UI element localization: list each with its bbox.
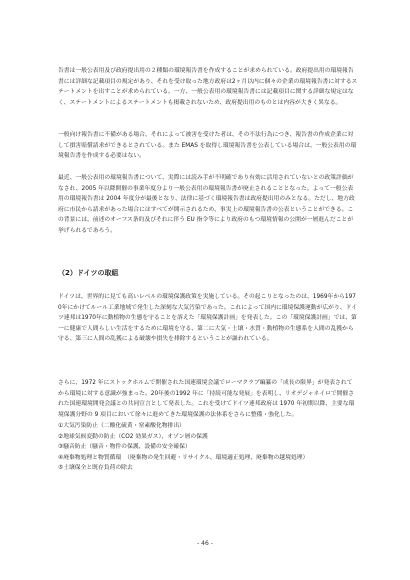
- paragraph-3: 最近、一般公表用の環境報告書について、実際には読み手が不明確であり有効に活用されていないとの政策評価がなされ、2005 年以降開催の事業年度分より一般公表用の環境報告書が廃止されることとなった。よって一般公表用の環境報告書は 2004 年度分が最後となり、法律に基づく環境報告書は政府提出用のみとなる。ただし、地方政府に市民から請求があった場合にはすべてが開示されるため、事実上の環境報告書の公表ということができる。この背景には、前述のオーフス条約及びそれに伴う EU 指令等により政府のもつ環境情報の公開が一層進んだことが挙げられるであろう。: [58, 175, 355, 234]
- policy-list: [58, 421, 358, 474]
- list-item: ②地球気候変動の防止（CO2 効果ガス）、オゾン層の保護: [58, 433, 208, 440]
- list-item: ④廃棄物処理と物質循環 （廃棄物の発生回避・リサイクル、環境適正処理、廃棄物の越境処理）: [58, 454, 309, 461]
- paragraph-4: ドイツは、世界的に見ても高いレベルの環境保護政策を実施している。その起こりとなったのは、1969年から1970年にかけてルール工業地域で発生した深刻な大気汚染であった。これによって国内に環境保護運動が広がり、ドイツ連邦は1970年に動植物の生態を守ることを訴えた「環境保護計画」を発表した。この「環境保護計画」では、第一に健康で人間らしい生活をするために環境を守る、第二に大気・土壌・水質・動植物の生態系を人間の乱獲から守る、第三に人間の乱獲による破壊や損失を排除するということが謳われている。: [58, 294, 357, 342]
- paragraph-2: 一般向け報告書に不備がある場合、それによって被害を受けた者は、その不法行為につき、報告書の作成企業に対して損害賠償請求ができるとされている。また EMAS を取得し環境報告書を公表している場合は、一般公表用の環境報告書を作成する必要はない。: [58, 132, 357, 159]
- paragraph-5: さらに、1972 年にストックホルムで開催された国連環境会議でローマクラブ編纂の「成長の限界」が発表されてから環境に対する意識が強まった。20年後の1992 年に「持続可能な発展」を表明し、リオデジャネイロで開催された国連環境開発会議との共同宣言として発表した。これを受けてドイツ連邦政府は 1970 年初期以降、主要な環境保護分野の 9 項目において徐々に進めてきた環境保護の法体系をさらに整備・強化した。: [58, 380, 355, 418]
- list-item: ⑤土壌保全と既存負荷の除去: [58, 465, 133, 471]
- paragraph-1: 告書は一般公表用及び政府提出用の２種類の環境報告書を作成することが求められている。政府提出用の環境報告書には詳細な記載項目の規定があり、それを受け取った地方政府は2ヶ月以内に個々の企業の環境報告書に対するステートメントを出すことが求められている。一方、一般公表用の環境報告書には記載項目に関する詳細な規定はなく、ステートメントによるステートメントも掲載されないため、政府提出用のものとは内容が大きく異なる。: [58, 68, 358, 106]
- list-item: ①大気汚染防止（二酸化硫黄・窒素酸化物排出）: [58, 423, 185, 429]
- page-number: - 46 -: [197, 540, 213, 547]
- section-heading: （2）ドイツの取組: [58, 269, 119, 277]
- list-item: ③騒音防止（騒音・物件の保護、設備の安全確保）: [58, 444, 191, 450]
